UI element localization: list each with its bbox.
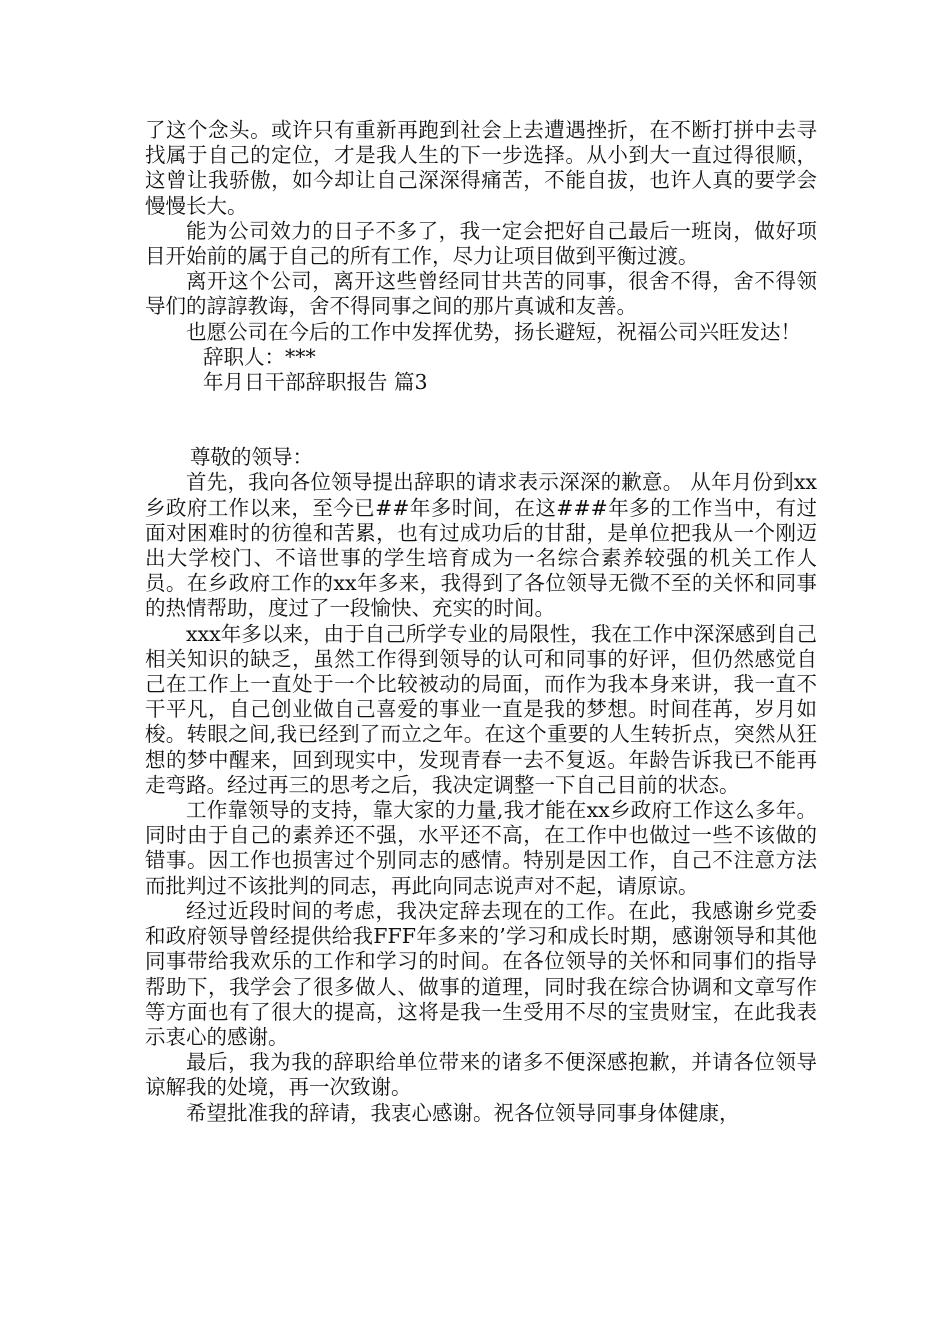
salutation: 尊敬的领导：: [190, 445, 313, 470]
section-title: 年月日干部辞职报告 篇3: [203, 370, 428, 395]
paragraph-last-shift: 能为公司效力的日子不多了，我一定会把好自己最后一班岗，做好项目开始前的属于自己的所有工作，尽力让项目做到平衡过渡。: [145, 218, 817, 269]
paragraph-closing: 希望批准我的辞请，我衷心感谢。祝各位领导同事身体健康，: [186, 1100, 740, 1125]
signature-line: 辞职人：***: [203, 344, 316, 369]
paragraph-continuation: 了这个念头。或许只有重新再跑到社会上去遭遇挫折，在不断打拼中去寻找属于自己的定位，才是我人生的下一步选择。从小到大一直过得很顺，这曾让我骄傲，如今却让自己深深得痛苦，不能自拔，也许人真的要学会慢慢长大。: [145, 118, 817, 218]
paragraph-reasons: xxx年多以来，由于自己所学专业的局限性，我在工作中深深感到自己相关知识的缺乏，虽然工作得到领导的认可和同事的好评，但仍然感觉自己在工作上一直处于一个比较被动的局面，而作为我本身来讲，我一直不干平凡，自己创业做自己喜爱的事业一直是我的梦想。时间荏苒，岁月如梭。转眼之间,我已经到了而立之年。在这个重要的人生转折点，突然从狂想的梦中醒来，回到现实中，发现青春一去不复返。年龄告诉我已不能再走弯路。经过再三的思考之后，我决定调整一下自己目前的状态。: [145, 621, 817, 797]
paragraph-apology: 首先，我向各位领导提出辞职的请求表示深深的歉意。 从年月份到xx乡政府工作以来，至今已##年多时间，在这###年多的工作当中，有过面对困难时的彷徨和苦累，也有过成功后的甘甜，是单位把我从一个刚迈出大学校门、不谙世事的学生培育成为一名综合素养较强的机关工作人员。在乡政府工作的xx年多来，我得到了各位领导无微不至的关怀和同事的热情帮助，度过了一段愉快、充实的时间。: [145, 470, 817, 621]
paragraph-final: 最后，我为我的辞职给单位带来的诸多不便深感抱歉，并请各位领导谅解我的处境，再一次致谢。: [145, 1050, 817, 1100]
paragraph-thanks: 经过近段时间的考虑，我决定辞去现在的工作。在此，我感谢乡党委和政府领导曾经提供给我FFF年多来的’学习和成长时期，感谢领导和其他同事带给我欢乐的工作和学习的时间。在各位领导的关怀和同事们的指导帮助下，我学会了很多做人、做事的道理，同时我在综合协调和文章写作等方面也有了很大的提高，这将是我一生受用不尽的宝贵财宝，在此我表示衷心的感谢。: [145, 898, 817, 1049]
section-gap: [145, 395, 817, 445]
paragraph-support: 工作靠领导的支持，靠大家的力量,我才能在xx乡政府工作这么多年。同时由于自己的素养还不强，水平还不高，在工作中也做过一些不该做的错事。因工作也损害过个别同志的感情。特别是因工作，自己不注意方法而批判过不该批判的同志，再此向同志说声对不起，请原谅。: [145, 798, 817, 898]
paragraph-wishes: 也愿公司在今后的工作中发挥优势，扬长避短，祝福公司兴旺发达！: [186, 319, 801, 344]
document-page: [145, 118, 817, 1126]
paragraph-farewell-colleagues: 离开这个公司，离开这些曾经同甘共苦的同事，很舍不得，舍不得领导们的諄諄教诲，舍不得同事之间的那片真诚和友善。: [145, 269, 817, 319]
